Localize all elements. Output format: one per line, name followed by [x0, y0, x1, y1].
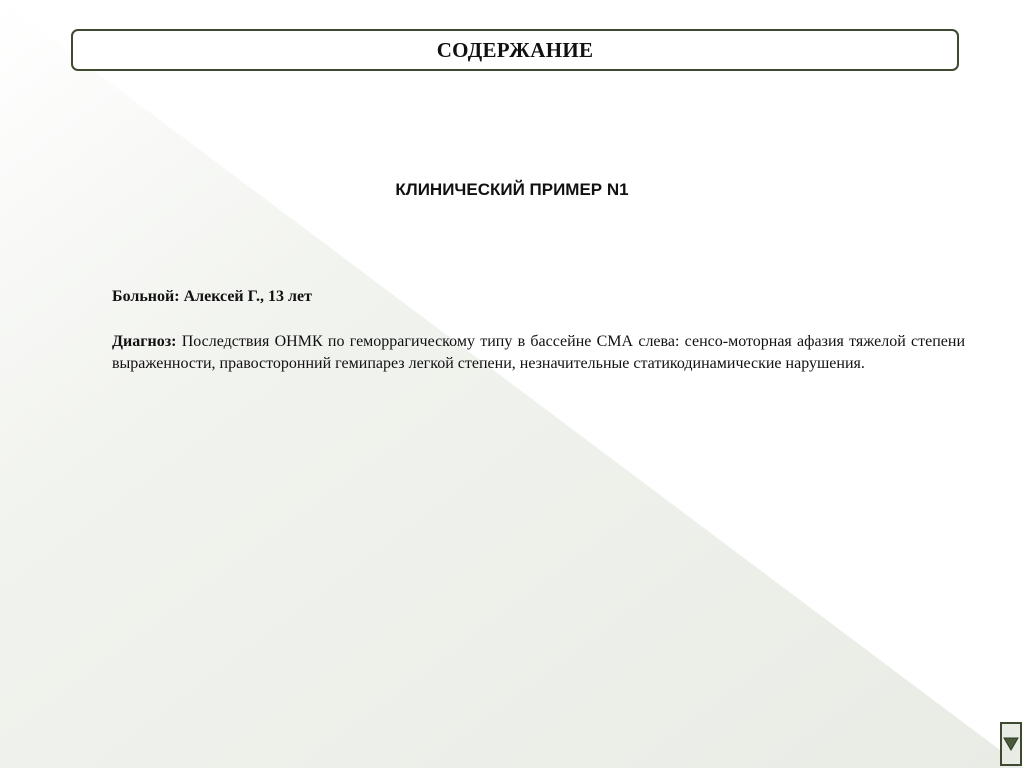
diagnosis-paragraph — [112, 331, 965, 375]
triangle-down-icon — [1003, 737, 1019, 751]
diagnosis-text: Последствия ОНМК по геморрагическому типу в бассейне СМА слева: сенсо-моторная афазия тяжелой степени выраженности, правосторонний гемипарез легкой степени, незначительные статикодинамические нарушения. — [112, 333, 965, 372]
next-slide-button[interactable] — [1000, 722, 1022, 766]
diagnosis-label: Диагноз: — [112, 333, 177, 350]
page-title: СОДЕРЖАНИЕ — [436, 37, 594, 62]
patient-info: Больной: Алексей Г., 13 лет — [112, 288, 312, 305]
case-title: КЛИНИЧЕСКИЙ ПРИМЕР N1 — [395, 180, 629, 199]
header-bar — [71, 29, 959, 71]
